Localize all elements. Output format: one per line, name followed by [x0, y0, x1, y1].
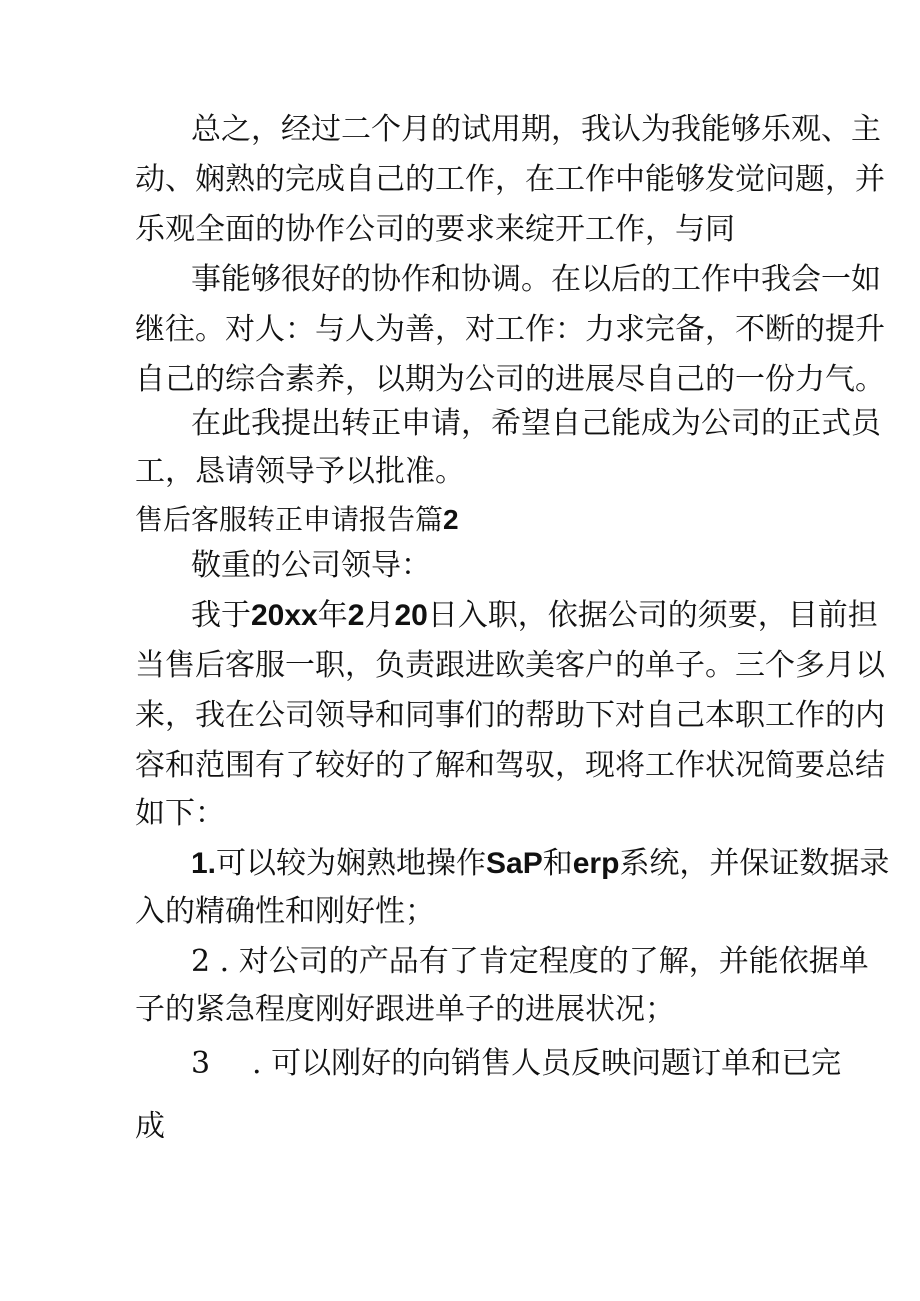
- para4-day: 20: [394, 599, 428, 632]
- para2-line1: 事能够很好的协作和协调。在以后的工作中我会一如: [191, 262, 881, 297]
- para1-line1: 总之，经过二个月的试用期，我认为我能够乐观、主: [191, 112, 881, 147]
- item1-line2: 入的精确性和刚好性；: [135, 894, 435, 929]
- para2-line2: 继往。对人：与人为善，对工作：力求完备，不断的提升: [135, 312, 885, 347]
- item3-line1: . 可以刚好的向销售人员反映问题订单和已完: [252, 1046, 842, 1081]
- para4-text-e: 月: [364, 598, 395, 633]
- item2-line2: 子的紧急程度刚好跟进单子的进展状况；: [135, 992, 675, 1027]
- item1-text-5: 系统，并保证数据录: [619, 846, 890, 881]
- para4-line4: 容和范围有了较好的了解和驾驭，现将工作状况简要总结: [135, 748, 885, 783]
- item1-text-3: 和: [542, 846, 573, 881]
- item1-line1: [191, 846, 889, 882]
- para4-text-g: 日入职，依据公司的须要，目前担: [427, 598, 878, 633]
- para2-line3: 自己的综合素养，以期为公司的进展尽自己的一份力气。: [135, 362, 885, 397]
- section-heading: [135, 502, 459, 538]
- para3-line2: 工，恳请领导予以批准。: [135, 454, 465, 489]
- salutation: 敬重的公司领导：: [191, 548, 431, 583]
- para4-line3: 来，我在公司领导和同事们的帮助下对自己本职工作的内: [135, 698, 885, 733]
- section-heading-text: 售后客服转正申请报告篇: [135, 503, 444, 536]
- para4-line5: 如下：: [135, 796, 225, 831]
- item1-text-1: 可以较为娴熟地操作: [216, 846, 487, 881]
- para4-text-c: 年: [317, 598, 348, 633]
- para1-line2: 动、娴熟的完成自己的工作，在工作中能够发觉问题，并: [135, 162, 885, 197]
- item2-line1: 2 . 对公司的产品有了肯定程度的了解，并能依据单: [191, 944, 869, 979]
- para4-line1: [191, 598, 878, 634]
- section-heading-number: 2: [443, 504, 459, 535]
- para4-month: 2: [347, 599, 365, 632]
- para4-year: 20xx: [251, 599, 318, 632]
- para4-text-a: 我于: [191, 598, 251, 633]
- para3-line1: 在此我提出转正申请，希望自己能成为公司的正式员: [191, 406, 881, 441]
- para1-line3: 乐观全面的协作公司的要求来绽开工作，与同: [135, 212, 735, 247]
- item3-number: 3: [191, 1046, 211, 1081]
- item1-number: 1.: [191, 847, 217, 880]
- item1-sap: SaP: [486, 847, 543, 880]
- item3-line2: 成: [135, 1109, 165, 1144]
- para4-line2: 当售后客服一职，负责跟进欧美客户的单子。三个多月以: [135, 648, 885, 683]
- item1-erp: erp: [572, 847, 620, 880]
